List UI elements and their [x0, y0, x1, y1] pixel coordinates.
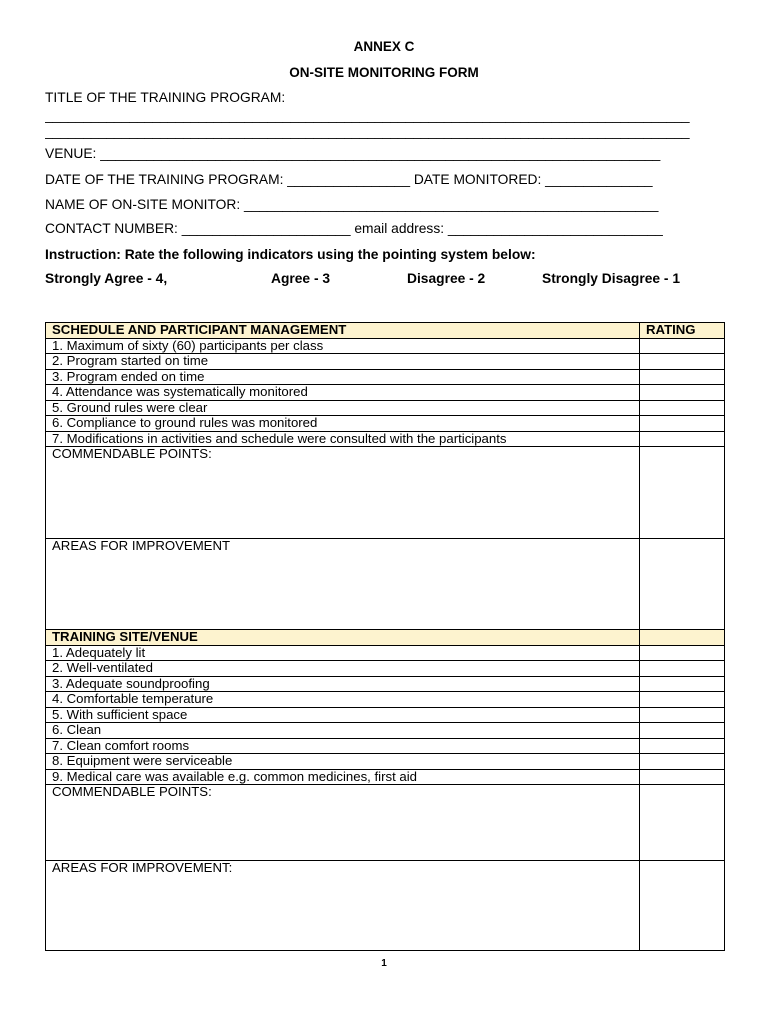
- rating-heading-blank: [640, 630, 725, 646]
- rating-cell[interactable]: [640, 385, 725, 401]
- rating-cell[interactable]: [640, 754, 725, 770]
- instruction-text: Instruction: Rate the following indicators using the pointing system below:: [45, 247, 536, 262]
- training-title-label: TITLE OF THE TRAINING PROGRAM:: [45, 90, 286, 105]
- improvement-row: [46, 539, 725, 630]
- indicator-text: 8. Equipment were serviceable: [46, 754, 640, 770]
- table-row: [46, 400, 725, 416]
- indicator-text: 7. Clean comfort rooms: [46, 738, 640, 754]
- rating-cell[interactable]: [640, 400, 725, 416]
- table-row: [46, 769, 725, 785]
- contact-row-field[interactable]: CONTACT NUMBER: ______________________ email address: ____________________________: [45, 221, 663, 236]
- commendable-row: [46, 785, 725, 861]
- table-row: [46, 707, 725, 723]
- rating-cell[interactable]: [640, 692, 725, 708]
- indicator-text: 6. Compliance to ground rules was monitored: [46, 416, 640, 432]
- rating-cell[interactable]: [640, 676, 725, 692]
- table-row: [46, 416, 725, 432]
- indicator-text: 9. Medical care was available e.g. common medicines, first aid: [46, 769, 640, 785]
- rating-cell[interactable]: [640, 338, 725, 354]
- table-row: [46, 354, 725, 370]
- scale-strongly-agree: Strongly Agree - 4,: [45, 271, 168, 286]
- indicator-text: 4. Attendance was systematically monitored: [46, 385, 640, 401]
- indicator-text: 3. Program ended on time: [46, 369, 640, 385]
- form-title: ON-SITE MONITORING FORM: [289, 65, 479, 80]
- table-row: [46, 369, 725, 385]
- rating-cell[interactable]: [640, 369, 725, 385]
- section-heading: SCHEDULE AND PARTICIPANT MANAGEMENT: [46, 323, 640, 339]
- indicator-text: 1. Adequately lit: [46, 645, 640, 661]
- table-row: [46, 754, 725, 770]
- rating-cell[interactable]: [640, 707, 725, 723]
- indicator-text: 1. Maximum of sixty (60) participants per class: [46, 338, 640, 354]
- indicator-text: 5. Ground rules were clear: [46, 400, 640, 416]
- table-row: [46, 338, 725, 354]
- page-number: 1: [381, 958, 387, 969]
- scale-disagree: Disagree - 2: [407, 271, 486, 286]
- section-heading: TRAINING SITE/VENUE: [46, 630, 640, 646]
- rating-cell[interactable]: [640, 431, 725, 447]
- table-row: [46, 676, 725, 692]
- rating-cell[interactable]: [640, 447, 725, 539]
- table-row: [46, 723, 725, 739]
- indicator-text: 6. Clean: [46, 723, 640, 739]
- table-row: [46, 645, 725, 661]
- commendable-row: [46, 447, 725, 539]
- indicator-text: 3. Adequate soundproofing: [46, 676, 640, 692]
- table-row: [46, 385, 725, 401]
- table-row: [46, 738, 725, 754]
- scale-agree: Agree - 3: [271, 271, 331, 286]
- schedule-table: [45, 322, 725, 951]
- rating-cell[interactable]: [640, 738, 725, 754]
- rating-cell[interactable]: [640, 785, 725, 861]
- rating-cell[interactable]: [640, 645, 725, 661]
- rating-cell[interactable]: [640, 539, 725, 630]
- table-row: [46, 661, 725, 677]
- table-row: [46, 431, 725, 447]
- title-blank-line-2[interactable]: ____________________________________________________________________________________: [45, 124, 690, 139]
- title-blank-line-1[interactable]: ____________________________________________________________________________________: [45, 108, 690, 123]
- scale-strongly-disagree: Strongly Disagree - 1: [542, 271, 681, 286]
- rating-cell[interactable]: [640, 661, 725, 677]
- commendable-points-cell[interactable]: COMMENDABLE POINTS:: [46, 447, 640, 539]
- rating-cell[interactable]: [640, 769, 725, 785]
- indicator-text: 4. Comfortable temperature: [46, 692, 640, 708]
- rating-cell[interactable]: [640, 861, 725, 951]
- rating-cell[interactable]: [640, 354, 725, 370]
- indicator-text: 5. With sufficient space: [46, 707, 640, 723]
- venue-header-row: [46, 630, 725, 646]
- rating-cell[interactable]: [640, 723, 725, 739]
- table-row: [46, 692, 725, 708]
- date-row-field[interactable]: DATE OF THE TRAINING PROGRAM: ________________ DATE MONITORED: ______________: [45, 172, 653, 187]
- commendable-points-cell[interactable]: COMMENDABLE POINTS:: [46, 785, 640, 861]
- indicator-text: 7. Modifications in activities and schedule were consulted with the participants: [46, 431, 640, 447]
- venue-field[interactable]: VENUE: _________________________________________________________________________: [45, 146, 661, 161]
- rating-heading: RATING: [640, 323, 725, 339]
- rating-cell[interactable]: [640, 416, 725, 432]
- annex-label: ANNEX C: [353, 39, 415, 54]
- improvement-cell[interactable]: AREAS FOR IMPROVEMENT:: [46, 861, 640, 951]
- indicator-text: 2. Well-ventilated: [46, 661, 640, 677]
- indicator-text: 2. Program started on time: [46, 354, 640, 370]
- improvement-row: [46, 861, 725, 951]
- monitor-name-field[interactable]: NAME OF ON-SITE MONITOR: ______________________________________________________: [45, 197, 659, 212]
- table-header-row: [46, 323, 725, 339]
- improvement-cell[interactable]: AREAS FOR IMPROVEMENT: [46, 539, 640, 630]
